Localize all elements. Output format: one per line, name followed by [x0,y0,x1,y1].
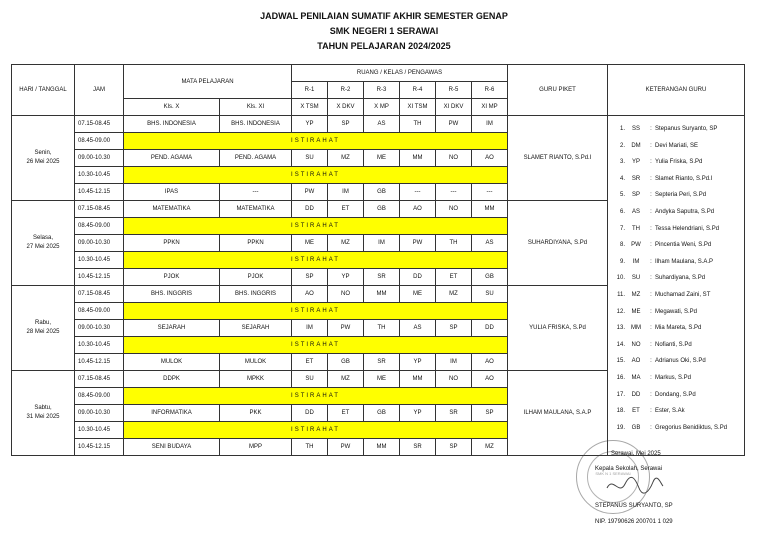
time-slot: 10.45-12.15 [75,184,124,201]
proctor-code: SP [292,269,328,286]
teacher-no: 8. [619,242,625,249]
proctor-code: AS [400,320,436,337]
proctor-code: DD [472,320,508,337]
proctor-code: PW [436,116,472,133]
time-slot: 07.15-08.45 [75,286,124,303]
proctor-code: YP [400,354,436,371]
proctor-code: ME [364,371,400,388]
teacher-name: Devi Mariati, SE [655,142,699,149]
teacher-no: 15. [616,358,625,365]
teacher-entry [613,221,744,238]
proctor-code: NO [436,150,472,167]
teacher-code: TH [632,225,640,232]
teacher-code: AS [631,208,640,215]
day-name: Selasa, [32,235,53,241]
teacher-code: MA [631,374,641,381]
subject-kls-x: PEND. AGAMA [124,150,220,167]
room-header: R-5 [436,82,472,99]
subject-kls-xi: MPP [220,439,292,456]
teacher-entry [613,138,744,155]
teacher-no: 14. [616,341,625,348]
teacher-name: Nofianti, S.Pd [655,341,692,348]
proctor-code: SR [436,405,472,422]
teacher-no: 6. [619,208,625,215]
teacher-name: Mia Mareta, S.Pd [655,325,702,332]
proctor-code: DD [292,201,328,218]
proctor-code: SR [364,354,400,371]
proctor-code: GB [364,201,400,218]
signature-role: Kepala Sekolah, Serawai [595,466,663,472]
subject-kls-x: BHS. INGGRIS [124,286,220,303]
teacher-code: DM [631,142,641,149]
teacher-entry [613,420,744,437]
subject-kls-xi: MATEMATIKA [220,201,292,218]
break-row: ISTIRAHAT [124,218,508,235]
teacher-name: Yulia Friska, S.Pd [655,159,703,166]
proctor-code: SP [436,320,472,337]
teacher-code: AO [631,358,641,365]
separator: : [650,225,652,232]
room-header: R-3 [364,82,400,99]
proctor-code: YP [292,116,328,133]
col-header-piket: GURU PIKET [508,65,608,116]
proctor-code: PW [400,235,436,252]
proctor-code: SU [292,150,328,167]
day-date: 28 Mei 2025 [26,329,60,335]
separator: : [650,208,652,215]
teacher-no: 4. [619,175,625,182]
teacher-name: Gregorius Benidiktus, S.Pd [655,424,728,431]
separator: : [650,424,652,431]
day-date: 31 Mei 2025 [26,414,60,420]
room-class-header: XI MP [472,99,508,116]
guru-piket: ILHAM MAULANA, S.A.P [508,371,608,456]
teacher-no: 3. [619,159,625,166]
proctor-code: --- [472,184,508,201]
break-row: ISTIRAHAT [124,252,508,269]
separator: : [650,126,652,132]
proctor-code: TH [436,235,472,252]
proctor-code: --- [400,184,436,201]
teacher-name: Ester, S.Ak [655,408,685,415]
separator: : [650,291,652,298]
separator: : [650,258,652,265]
subject-kls-x: BHS. INDONESIA [124,116,220,133]
subject-kls-x: SEJARAH [124,320,220,337]
subject-kls-xi: PEND. AGAMA [220,150,292,167]
break-row: ISTIRAHAT [124,167,508,184]
teacher-no: 2. [619,142,625,149]
separator: : [650,374,652,381]
room-header: R-6 [472,82,508,99]
teacher-entry [613,287,744,304]
teacher-entry [613,403,744,420]
proctor-code: YP [400,405,436,422]
subject-kls-xi: --- [220,184,292,201]
teacher-name: Pincentia Weni, S.Pd [655,242,712,249]
break-row: ISTIRAHAT [124,388,508,405]
proctor-code: MZ [328,150,364,167]
teacher-entry [613,270,744,287]
break-row: ISTIRAHAT [124,337,508,354]
proctor-code: SP [436,439,472,456]
proctor-code: DD [292,405,328,422]
time-slot: 10.30-10.45 [75,422,124,439]
separator: : [650,242,652,249]
signature-scribble [605,474,665,496]
proctor-code: MZ [328,235,364,252]
col-header-kls-x: Kls. X [124,99,220,116]
teacher-no: 7. [619,225,625,232]
teacher-code: IM [632,258,640,265]
academic-year: TAHUN PELAJARAN 2024/2025 [317,41,451,51]
proctor-code: IM [292,320,328,337]
proctor-code: PW [328,320,364,337]
time-slot: 07.15-08.45 [75,201,124,218]
proctor-code: TH [364,320,400,337]
col-header-ruang: RUANG / KELAS / PENGAWAS [292,65,508,82]
proctor-code: AO [400,201,436,218]
time-slot: 10.30-10.45 [75,337,124,354]
proctor-code: GB [364,184,400,201]
break-row: ISTIRAHAT [124,422,508,439]
proctor-code: ET [292,354,328,371]
teacher-entry [613,154,744,171]
proctor-code: ME [364,150,400,167]
subject-kls-xi: PPKN [220,235,292,252]
teacher-name: Dondang, S.Pd [655,391,696,398]
teacher-name: Slamet Rianto, S.Pd.I [655,175,713,182]
proctor-code: AS [472,235,508,252]
proctor-code: MM [472,201,508,218]
time-slot: 10.30-10.45 [75,252,124,269]
subject-kls-xi: MULOK [220,354,292,371]
teacher-no: 5. [619,192,625,199]
room-header: R-4 [400,82,436,99]
teacher-code: SU [631,275,641,282]
proctor-code: IM [364,235,400,252]
day-name: Sabtu, [34,405,52,411]
teacher-code: PW [631,242,641,249]
subject-kls-x: MULOK [124,354,220,371]
teacher-entry [613,353,744,370]
separator: : [650,325,652,332]
teacher-name: Muchamad Zaini, ST [655,291,711,298]
teacher-entry [613,187,744,204]
teacher-name: Stepanus Suryanto, SP [655,126,718,132]
time-slot: 10.45-12.15 [75,354,124,371]
proctor-code: GB [328,354,364,371]
teacher-name: Suhardiyana, S.Pd [655,275,706,282]
time-slot: 07.15-08.45 [75,116,124,133]
proctor-code: MM [364,439,400,456]
proctor-code: AS [364,116,400,133]
teacher-entry [613,337,744,354]
subject-kls-xi: PKK [220,405,292,422]
teacher-no: 11. [617,291,625,298]
teacher-no: 13. [616,325,625,332]
guru-piket: SLAMET RIANTO, S.Pd.I [508,116,608,201]
schedule-table [11,64,745,456]
teacher-name: Markus, S.Pd [655,374,692,381]
proctor-code: YP [328,269,364,286]
teacher-entry [613,204,744,221]
proctor-code: GB [364,405,400,422]
proctor-code: MM [400,371,436,388]
teacher-code: SS [631,126,640,132]
room-class-header: X MP [364,99,400,116]
break-row: ISTIRAHAT [124,303,508,320]
teacher-no: 16. [616,374,625,381]
signature-nip: NIP. 19790626 200701 1 029 [595,519,673,525]
teacher-name: Megawati, S.Pd [655,308,698,315]
day-date: 26 Mei 2025 [26,159,60,165]
proctor-code: IM [472,116,508,133]
teacher-code: GB [631,424,641,431]
separator: : [650,159,652,166]
room-class-header: XI TSM [400,99,436,116]
teacher-no: 19. [616,424,625,431]
separator: : [650,341,652,348]
proctor-code: SR [364,269,400,286]
room-header: R-1 [292,82,328,99]
teacher-entry [613,387,744,404]
proctor-code: PW [328,439,364,456]
proctor-code: MM [364,286,400,303]
teacher-no: 9. [619,258,625,265]
teacher-entry [613,254,744,271]
school-stamp: SMK N 1 SERAWAI [576,440,650,514]
proctor-code: TH [292,439,328,456]
day-cell [12,116,75,201]
subject-kls-xi: SEJARAH [220,320,292,337]
separator: : [650,175,652,182]
time-slot: 10.45-12.15 [75,269,124,286]
guru-piket: SUHARDIYANA, S.Pd [508,201,608,286]
day-cell [12,286,75,371]
teacher-no: 12. [616,308,625,315]
teacher-code: SR [631,175,641,182]
proctor-code: AO [292,286,328,303]
subject-kls-xi: BHS. INDONESIA [220,116,292,133]
teacher-code: MZ [631,291,641,298]
day-cell [12,201,75,286]
subject-kls-x: DDPK [124,371,220,388]
teacher-code: MM [631,325,641,332]
proctor-code: MZ [436,286,472,303]
subject-kls-x: MATEMATIKA [124,201,220,218]
proctor-code: MZ [472,439,508,456]
separator: : [650,142,652,149]
teacher-code: NO [631,341,641,348]
subject-kls-x: SENI BUDAYA [124,439,220,456]
signature-name: STEPANUS SURYANTO, SP [595,503,673,509]
day-name: Senin, [34,150,52,156]
separator: : [650,408,652,415]
teacher-entry [613,370,744,387]
subject-kls-x: INFORMATIKA [124,405,220,422]
teacher-entry [613,237,744,254]
time-slot: 08.45-09.00 [75,133,124,150]
separator: : [650,192,652,199]
break-row: ISTIRAHAT [124,133,508,150]
teacher-list [608,116,745,456]
time-slot: 10.45-12.15 [75,439,124,456]
time-slot: 09.00-10.30 [75,150,124,167]
room-class-header: XI DKV [436,99,472,116]
proctor-code: TH [400,116,436,133]
time-slot: 07.15-08.45 [75,371,124,388]
teacher-code: DD [631,391,641,398]
document-title: JADWAL PENILAIAN SUMATIF AKHIR SEMESTER GENAP [260,11,508,21]
proctor-code: SR [400,439,436,456]
teacher-code: ET [632,408,640,415]
school-name: SMK NEGERI 1 SERAWAI [329,26,439,36]
teacher-name: Adrianus Oki, S.Pd [655,358,706,365]
teacher-entry [613,121,744,138]
time-slot: 08.45-09.00 [75,388,124,405]
teacher-entry [613,304,744,321]
teacher-no: 1. [619,126,625,132]
teacher-name: Septeria Peri, S.Pd [655,192,707,199]
room-class-header: X TSM [292,99,328,116]
proctor-code: ET [328,201,364,218]
separator: : [650,358,652,365]
teacher-entry [613,320,744,337]
proctor-code: SP [328,116,364,133]
col-header-mapel: MATA PELAJARAN [124,65,292,99]
proctor-code: AO [472,150,508,167]
teacher-code: ME [631,308,641,315]
proctor-code: IM [436,354,472,371]
proctor-code: MM [400,150,436,167]
proctor-code: AO [472,371,508,388]
signature-place-date: Serawai, Mei 2025 [611,451,661,457]
subject-kls-x: PPKN [124,235,220,252]
col-header-kls-xi: Kls. XI [220,99,292,116]
room-header: R-2 [328,82,364,99]
subject-kls-xi: MPKK [220,371,292,388]
teacher-entry [613,171,744,188]
proctor-code: ME [292,235,328,252]
teacher-name: Tessa Helendriani, S.Pd [655,225,720,232]
proctor-code: AO [472,354,508,371]
proctor-code: NO [436,201,472,218]
time-slot: 08.45-09.00 [75,303,124,320]
time-slot: 09.00-10.30 [75,405,124,422]
proctor-code: GB [472,269,508,286]
teacher-name: Ilham Maulana, S.A.P [655,258,714,265]
teacher-no: 10. [616,275,625,282]
day-cell [12,371,75,456]
proctor-code: ET [436,269,472,286]
guru-piket: YULIA FRISKA, S.Pd [508,286,608,371]
subject-kls-x: PJOK [124,269,220,286]
proctor-code: NO [436,371,472,388]
time-slot: 09.00-10.30 [75,320,124,337]
teacher-code: YP [631,159,640,166]
separator: : [650,308,652,315]
proctor-code: NO [328,286,364,303]
col-header-jam: JAM [75,65,124,116]
proctor-code: PW [292,184,328,201]
separator: : [650,275,652,282]
col-header-ket: KETERANGAN GURU [608,65,745,116]
teacher-code: SP [631,192,640,199]
time-slot: 08.45-09.00 [75,218,124,235]
proctor-code: ME [400,286,436,303]
subject-kls-x: IPAS [124,184,220,201]
proctor-code: SU [292,371,328,388]
proctor-code: MZ [328,371,364,388]
subject-kls-xi: BHS. INGGRIS [220,286,292,303]
col-header-hari: HARI / TANGGAL [12,65,75,116]
teacher-no: 18. [616,408,625,415]
proctor-code: SU [472,286,508,303]
proctor-code: IM [328,184,364,201]
room-class-header: X DKV [328,99,364,116]
proctor-code: DD [400,269,436,286]
proctor-code: ET [328,405,364,422]
time-slot: 09.00-10.30 [75,235,124,252]
proctor-code: SP [472,405,508,422]
proctor-code: --- [436,184,472,201]
day-date: 27 Mei 2025 [26,244,60,250]
teacher-no: 17. [616,391,625,398]
time-slot: 10.30-10.45 [75,167,124,184]
subject-kls-xi: PJOK [220,269,292,286]
separator: : [650,391,652,398]
teacher-name: Andyka Saputra, S.Pd [655,208,715,215]
day-name: Rabu, [34,320,51,326]
